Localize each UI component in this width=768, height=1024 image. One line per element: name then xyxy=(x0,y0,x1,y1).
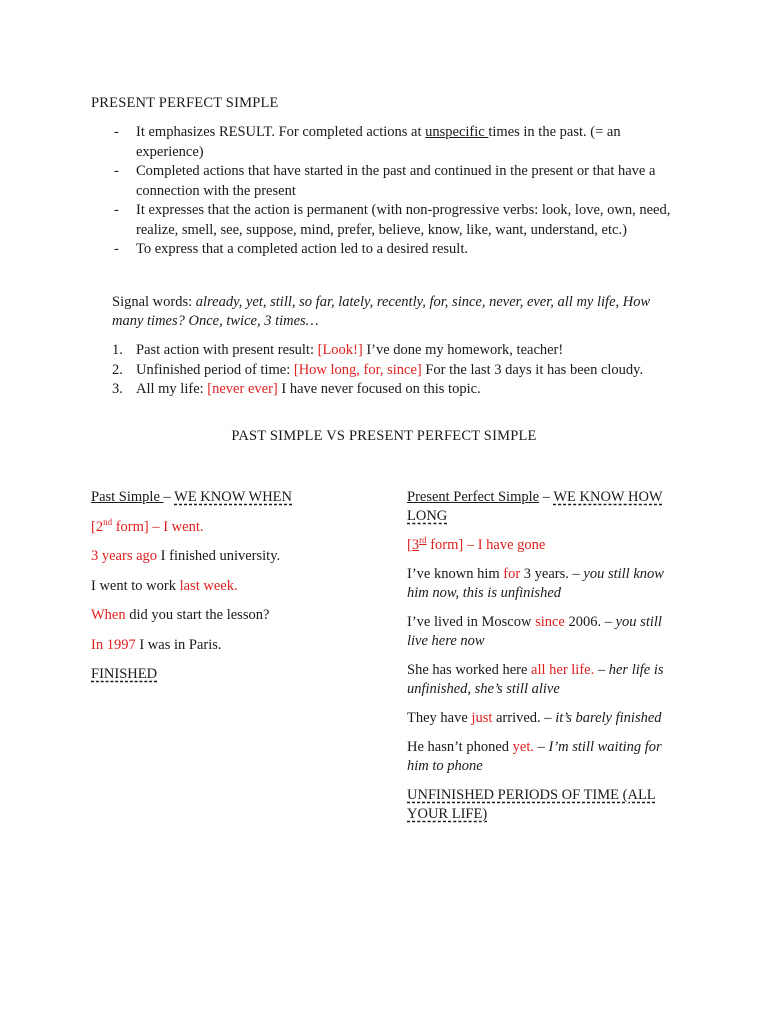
past-simple-column xyxy=(91,488,366,695)
signal-label: Signal words: xyxy=(112,294,196,310)
page-title: PRESENT PERFECT SIMPLE xyxy=(91,95,279,111)
bullet-marker: - xyxy=(114,202,119,218)
highlight-text: last week. xyxy=(179,577,238,594)
item-text: I have never focused on this topic. xyxy=(277,381,481,397)
numbered-list xyxy=(112,341,692,400)
form-text: form] – I have gone xyxy=(426,537,546,553)
underlined-word: unspecific xyxy=(425,124,489,140)
heading-part: Present Perfect Simple xyxy=(407,489,540,505)
example-line xyxy=(91,547,366,566)
example-text: I went to work xyxy=(91,577,180,594)
form-line xyxy=(91,518,366,537)
example-line xyxy=(407,709,682,728)
explanation-text: her life is unfinished, she’s still alive xyxy=(407,662,664,697)
explanation-text: you still live here now xyxy=(407,614,662,649)
form-line xyxy=(407,536,682,555)
bullet-marker: - xyxy=(114,163,119,179)
highlight-text: for xyxy=(503,566,521,582)
highlight-text: 3 years ago xyxy=(91,548,158,564)
present-perfect-column xyxy=(407,488,682,834)
example-line xyxy=(407,613,682,651)
example-text: He hasn’t phoned xyxy=(407,739,513,755)
highlight-text: When xyxy=(91,607,126,623)
highlight-text: since xyxy=(535,614,565,630)
footer-text: FINISHED xyxy=(91,666,158,682)
item-text: Unfinished period of time: xyxy=(136,361,294,378)
heading-part: – xyxy=(163,489,175,505)
item-number: 3. xyxy=(112,381,123,397)
example-text: They have xyxy=(407,710,472,726)
example-text: did you start the lesson? xyxy=(125,607,270,623)
form-text: form] – I went. xyxy=(112,518,204,535)
bullet-text: It emphasizes RESULT. For completed actions at xyxy=(136,124,426,140)
example-text: I’ve lived in Moscow xyxy=(407,614,536,630)
column-footer xyxy=(407,786,682,824)
item-text: Past action with present result: xyxy=(136,342,318,358)
highlight-text: yet. xyxy=(512,739,534,755)
item-text: For the last 3 days it has been cloudy. xyxy=(421,361,644,378)
bullet-text: It expresses that the action is permanent (with non-progressive verbs: look, love, own, need, realize, smell, see, suppose, mind, prefer, believe, know, like, want, understand, etc.) xyxy=(136,202,671,238)
item-text: I’ve done my homework, teacher! xyxy=(362,342,564,358)
signal-words-list: already, yet, still, so far, lately, recently, for, since, never, ever, all my life, How many times? Once, twice, 3 times… xyxy=(112,294,651,329)
signal-words xyxy=(112,293,672,331)
heading-part: WE KNOW HOW LONG xyxy=(407,489,663,524)
explanation-text: you still know him now, this is unfinished xyxy=(407,566,664,601)
list-item xyxy=(112,380,692,400)
highlight-text: all her life. xyxy=(531,662,595,678)
example-text: 2006. – xyxy=(564,614,616,630)
list-item xyxy=(112,341,692,361)
highlight-text: [never ever] xyxy=(207,381,278,397)
list-item xyxy=(112,361,692,381)
example-line xyxy=(91,636,366,655)
form-text: [2 xyxy=(91,518,104,535)
list-item xyxy=(114,201,684,240)
example-line xyxy=(91,577,366,596)
list-item xyxy=(114,240,684,260)
item-number: 1. xyxy=(112,342,123,358)
heading-part: Past Simple xyxy=(91,489,164,505)
explanation-text: it’s barely finished xyxy=(555,710,662,726)
example-text: I finished university. xyxy=(157,548,281,564)
heading-part: – xyxy=(539,489,554,505)
superscript: nd xyxy=(103,516,113,527)
column-heading xyxy=(91,488,366,507)
bullet-text: times in the past. (= an experience) xyxy=(136,124,621,160)
example-text: She has worked here xyxy=(407,662,532,678)
list-item xyxy=(114,123,684,162)
highlight-text: just xyxy=(471,710,493,726)
example-text: arrived. – xyxy=(492,710,556,726)
highlight-text: [Look!] xyxy=(317,342,363,358)
column-heading xyxy=(407,488,682,526)
highlight-text: In 1997 xyxy=(91,636,136,653)
bullet-marker: - xyxy=(114,124,119,140)
column-footer xyxy=(91,665,366,684)
list-item xyxy=(114,162,684,201)
example-line xyxy=(407,565,682,603)
explanation-text: I’m still waiting for him to phone xyxy=(407,739,662,774)
section-title: PAST SIMPLE VS PRESENT PERFECT SIMPLE xyxy=(231,428,537,444)
example-text: I was in Paris. xyxy=(135,636,222,653)
footer-text: UNFINISHED PERIODS OF TIME (ALL YOUR LIFE) xyxy=(407,787,656,822)
superscript: rd xyxy=(419,535,427,546)
heading-part: WE KNOW WHEN xyxy=(174,489,292,505)
example-text: – xyxy=(534,739,549,755)
bullet-marker: - xyxy=(114,241,119,257)
example-text: – xyxy=(594,662,609,678)
bullet-text: To express that a completed action led to a desired result. xyxy=(136,241,468,257)
usage-bullet-list xyxy=(114,123,684,260)
form-text: 3 xyxy=(411,537,420,553)
item-text: All my life: xyxy=(136,381,208,397)
example-line xyxy=(91,606,366,625)
highlight-text: [How long, for, since] xyxy=(293,361,422,378)
form-text: [ xyxy=(407,537,412,553)
item-number: 2. xyxy=(112,361,123,378)
bullet-text: Completed actions that have started in the past and continued in the present or that have a connection with the present xyxy=(136,163,656,199)
example-line xyxy=(407,738,682,776)
example-text: 3 years. – xyxy=(520,566,584,582)
example-line xyxy=(407,661,682,699)
example-text: I’ve known him xyxy=(407,566,504,582)
